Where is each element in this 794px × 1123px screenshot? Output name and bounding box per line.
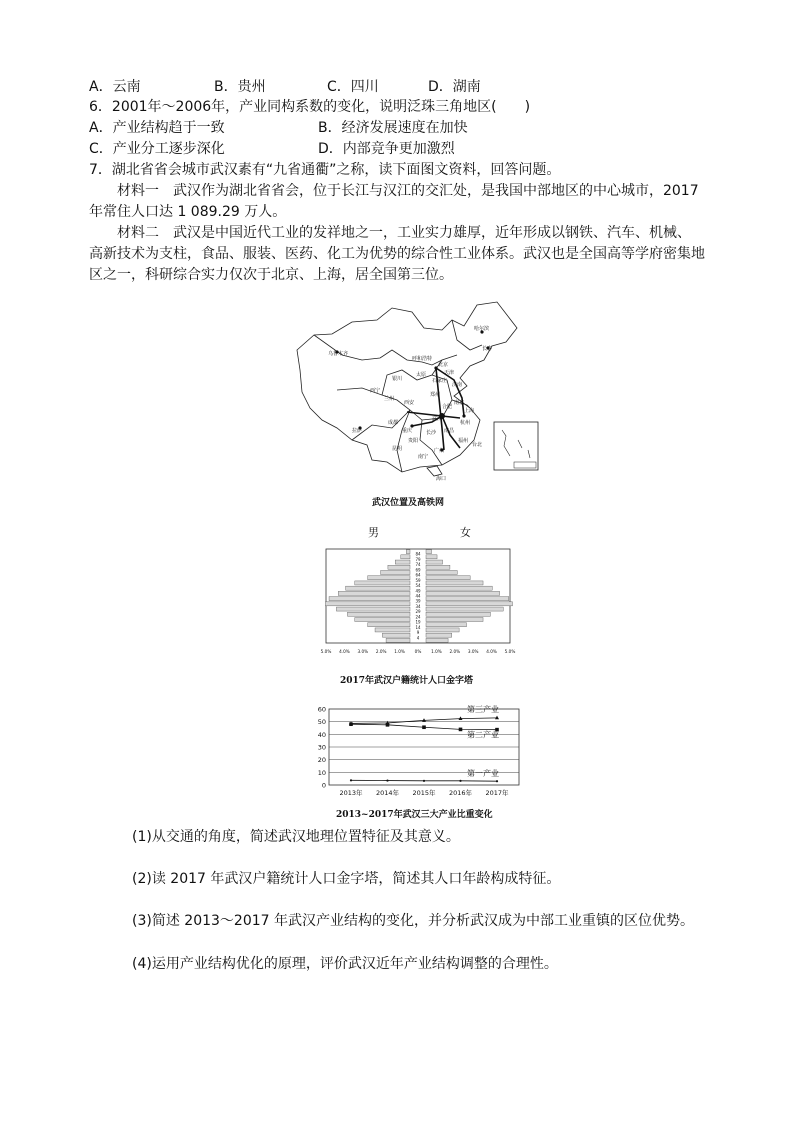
svg-text:郑州: 郑州 — [430, 392, 441, 398]
pyramid-male-bar — [382, 633, 410, 637]
svg-text:西安: 西安 — [404, 400, 415, 406]
pyramid-x-tick: 2.0% — [449, 649, 461, 654]
svg-text:福州: 福州 — [458, 438, 469, 444]
pyramid-x-tick: 5.0% — [504, 649, 516, 654]
pyramid-male-bar — [347, 612, 410, 616]
series-point — [459, 728, 463, 732]
pyramid-male-bar — [388, 565, 410, 569]
svg-text:武汉: 武汉 — [432, 416, 443, 422]
china-map-figure — [292, 300, 542, 490]
pyramid-male-bar — [386, 638, 410, 642]
question-2: (2)读 2017 年武汉户籍统计人口金字塔，简述其人口年龄构成特征。 — [132, 871, 561, 887]
pyramid-female-bar — [426, 607, 503, 611]
industry-chart — [311, 705, 523, 803]
material1-line1: 材料一 武汉作为湖北省省会，位于长江与汉江的交汇处，是我国中部地区的中心城市，2017 — [117, 183, 699, 199]
pyramid-female-bar — [426, 633, 452, 637]
pyramid-female-bar — [426, 612, 490, 616]
pyramid-female-bar — [426, 628, 459, 632]
svg-text:杭州: 杭州 — [460, 420, 471, 426]
pyramid-svg — [318, 545, 518, 660]
svg-text:石家庄: 石家庄 — [432, 378, 448, 384]
y-tick-label: 60 — [317, 705, 326, 714]
pyramid-female-bar — [426, 560, 443, 564]
series-point — [459, 780, 461, 782]
svg-text:银川: 银川 — [392, 376, 403, 382]
x-tick-label: 2015年 — [412, 789, 436, 797]
map-caption: 武汉位置及高铁网 — [372, 498, 445, 508]
pyramid-age-tick: 44 — [415, 593, 421, 599]
svg-text:西宁: 西宁 — [370, 388, 381, 394]
pyramid-female-bar — [426, 617, 483, 621]
pyramid-x-tick: 0% — [414, 649, 422, 654]
pyramid-age-tick: 74 — [415, 562, 421, 568]
y-tick-label: 40 — [317, 730, 326, 739]
pyramid-male-bar — [346, 586, 410, 590]
svg-text:天津: 天津 — [444, 370, 455, 376]
pyramid-female-bar — [426, 602, 512, 606]
pyramid-age-tick: 79 — [415, 556, 421, 562]
series-point — [423, 780, 425, 782]
svg-text:南京: 南京 — [454, 400, 465, 406]
pyramid-x-tick: 1.0% — [394, 649, 405, 654]
pyramid-age-tick: 29 — [415, 609, 421, 615]
material2-line1: 材料二 武汉是中国近代工业的发祥地之一，工业实力雄厚，近年形成以钢铁、汽车、机械、 — [117, 225, 691, 241]
series-point — [495, 716, 499, 720]
pyramid-age-tick: 39 — [415, 598, 421, 604]
pyramid-x-tick: 2.0% — [375, 649, 387, 654]
series-point — [386, 723, 390, 727]
svg-text:南昌: 南昌 — [444, 428, 455, 434]
china-map — [292, 300, 542, 490]
pyramid-caption: 2017年武汉户籍统计人口金字塔 — [340, 676, 474, 686]
pyramid-male-bar — [368, 576, 410, 580]
q5-option-b: B．贵州 — [214, 79, 266, 95]
pyramid-female-bar — [426, 597, 509, 601]
pyramid-x-tick: 3.0% — [357, 649, 369, 654]
y-tick-label: 30 — [317, 743, 326, 752]
pyramid-age-tick: 54 — [415, 583, 421, 589]
svg-text:呼和浩特: 呼和浩特 — [412, 356, 433, 362]
pyramid-female-bar — [426, 550, 432, 554]
svg-text:成都: 成都 — [388, 420, 399, 426]
pyramid-male-bar — [401, 555, 410, 559]
pyramid-age-tick: 59 — [415, 577, 421, 583]
pyramid-female-label: 女 — [460, 526, 471, 539]
pyramid-male-bar — [329, 597, 410, 601]
pyramid-male-bar — [355, 617, 410, 621]
svg-text:贵阳: 贵阳 — [408, 438, 419, 444]
pyramid-female-bar — [426, 555, 437, 559]
y-tick-label: 20 — [317, 756, 326, 765]
pyramid-male-bar — [336, 607, 410, 611]
pyramid-x-tick: 5.0% — [320, 649, 332, 654]
q6-stem: 6．2001年～2006年，产业同构系数的变化，说明泛珠三角地区( ) — [89, 99, 531, 115]
svg-text:太原: 太原 — [416, 372, 427, 378]
pyramid-x-tick: 4.0% — [339, 649, 350, 654]
pyramid-male-bar — [381, 570, 410, 574]
pyramid-age-tick: 9 — [416, 630, 420, 636]
pyramid-male-bar — [395, 560, 410, 564]
line-chart-svg — [311, 705, 523, 803]
x-tick-label: 2016年 — [448, 789, 473, 797]
pyramid-female-bar — [426, 586, 492, 590]
svg-text:合肥: 合肥 — [442, 404, 453, 410]
series-point — [496, 780, 498, 782]
svg-text:北京: 北京 — [438, 362, 449, 368]
pyramid-male-bar — [375, 628, 410, 632]
material2-line3: 区之一，科研综合实力仅次于北京、上海，居全国第三位。 — [89, 267, 453, 283]
series-label: 第一产业 — [467, 769, 499, 779]
svg-text:济南: 济南 — [452, 382, 463, 388]
question-3: (3)简述 2013～2017 年武汉产业结构的变化，并分析武汉成为中部工业重镇的区位优势。 — [132, 913, 694, 929]
material2-line2: 高新技术为支柱，食品、服装、医药、化工为优势的综合性工业体系。武汉也是全国高等学府密集地 — [89, 246, 705, 262]
pyramid-age-tick: 4 — [416, 635, 420, 641]
pyramid-age-tick: 64 — [415, 572, 421, 578]
question-1: (1)从交通的角度，简述武汉地理位置特征及其意义。 — [132, 829, 460, 845]
chart-caption: 2013~2017年武汉三大产业比重变化 — [336, 810, 493, 820]
svg-text:长沙: 长沙 — [426, 430, 437, 436]
q6-option-c: C．产业分工逐步深化 — [89, 141, 225, 157]
x-tick-label: 2014年 — [375, 789, 400, 797]
pyramid-x-tick: 3.0% — [467, 649, 479, 654]
svg-text:广州: 广州 — [434, 448, 445, 454]
q7-stem: 7．湖北省省会城市武汉素有“九省通衢”之称，读下面图文资料，回答问题。 — [89, 162, 561, 178]
series-label: 第三产业 — [467, 705, 499, 714]
q6-option-d: D．内部竞争更加激烈 — [318, 141, 455, 157]
q6-option-a: A．产业结构趋于一致 — [89, 120, 225, 136]
series-point — [350, 779, 352, 781]
pyramid-x-tick: 4.0% — [486, 649, 497, 654]
pyramid-female-bar — [426, 570, 457, 574]
pyramid-male-bar — [338, 591, 410, 595]
svg-text:兰州: 兰州 — [384, 396, 395, 402]
y-tick-label: 10 — [317, 768, 326, 777]
pyramid-male-bar — [355, 581, 410, 585]
svg-text:昆明: 昆明 — [392, 446, 403, 452]
pyramid-female-bar — [426, 638, 448, 642]
pyramid-female-bar — [426, 591, 500, 595]
pyramid-female-bar — [426, 581, 483, 585]
question-4: (4)运用产业结构优化的原理，评价武汉近年产业结构调整的合理性。 — [132, 956, 558, 972]
pyramid-age-tick: 49 — [415, 588, 421, 594]
pyramid-male-bar — [406, 550, 410, 554]
svg-text:重庆: 重庆 — [402, 428, 413, 434]
pyramid-age-tick: 19 — [415, 619, 421, 625]
population-pyramid — [318, 545, 518, 660]
y-tick-label: 50 — [317, 718, 326, 727]
pyramid-male-bar — [368, 623, 410, 627]
pyramid-age-tick: 34 — [415, 603, 421, 609]
svg-text:拉萨: 拉萨 — [352, 428, 363, 434]
pyramid-female-bar — [426, 565, 450, 569]
pyramid-age-tick: 24 — [415, 614, 421, 620]
pyramid-x-tick: 1.0% — [431, 649, 442, 654]
series-point — [386, 779, 388, 781]
series-point — [349, 722, 353, 726]
pyramid-female-bar — [426, 623, 466, 627]
pyramid-female-bar — [426, 576, 470, 580]
svg-text:长春: 长春 — [482, 346, 493, 352]
svg-text:乌鲁木齐: 乌鲁木齐 — [328, 351, 349, 357]
pyramid-age-tick: 69 — [415, 567, 421, 573]
series-point — [422, 725, 426, 729]
svg-text:哈尔滨: 哈尔滨 — [474, 326, 490, 332]
q6-option-b: B．经济发展速度在加快 — [318, 120, 468, 136]
material1-line2: 年常住人口达 1 089.29 万人。 — [89, 204, 287, 220]
pyramid-age-tick: 14 — [415, 624, 421, 630]
series-label: 第二产业 — [467, 730, 499, 740]
pyramid-age-tick: 84 — [415, 551, 421, 557]
svg-text:台北: 台北 — [472, 442, 483, 448]
svg-text:南宁: 南宁 — [418, 454, 429, 460]
x-tick-label: 2013年 — [339, 789, 363, 797]
q5-option-d: D．湖南 — [428, 79, 481, 95]
x-tick-label: 2017年 — [485, 789, 509, 797]
pyramid-male-bar — [325, 602, 410, 606]
svg-text:上海: 上海 — [464, 408, 475, 414]
pyramid-male-label: 男 — [368, 526, 379, 539]
q5-option-c: C．四川 — [327, 79, 379, 95]
q5-option-a: A．云南 — [89, 79, 141, 95]
y-tick-label: 0 — [321, 781, 326, 790]
svg-text:海口: 海口 — [436, 476, 447, 482]
